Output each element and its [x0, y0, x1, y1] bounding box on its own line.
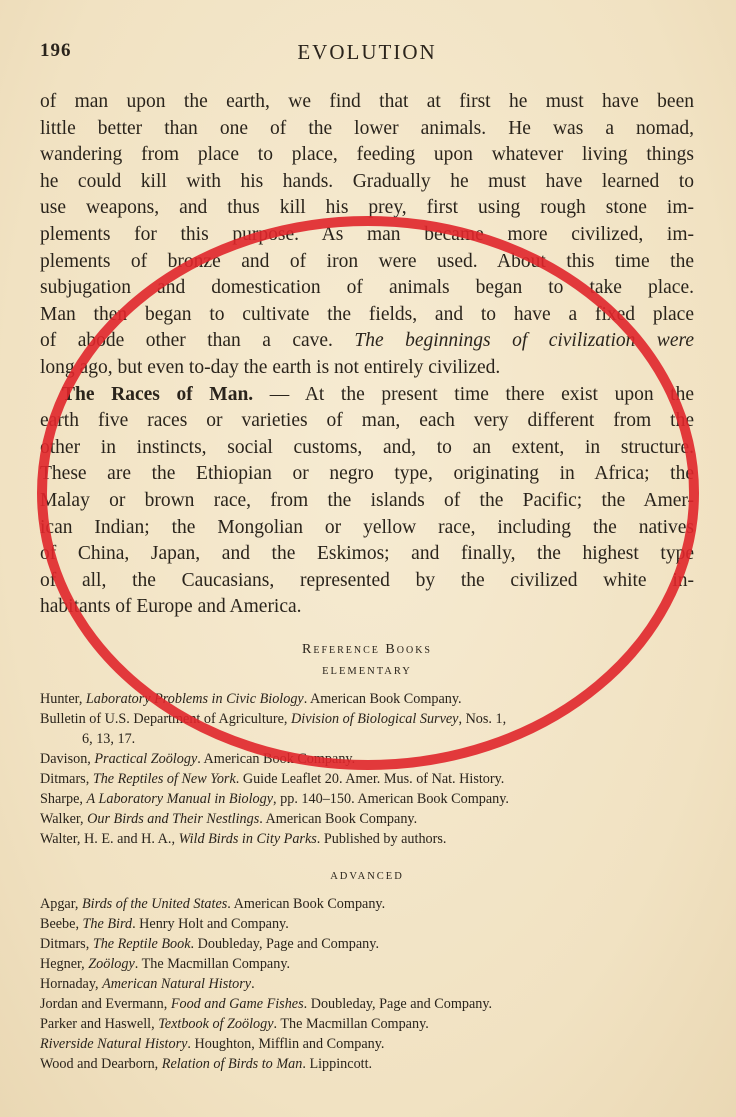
- text-line: wandering from place to place, feeding upon whatever living things: [40, 144, 694, 166]
- text-line: plements of bronze and of iron were used. About this time the: [40, 250, 694, 272]
- ref-publisher: , Nos. 1,: [458, 711, 507, 727]
- ref-author: Ditmars,: [40, 771, 93, 787]
- text-line: Man then began to cultivate the fields, and to have a fixed place: [40, 303, 694, 325]
- text-line: of China, Japan, and the Eskimos; and finally, the highest type: [40, 543, 694, 565]
- reference-books: [40, 642, 694, 1074]
- ref-publisher: , pp. 140–150. American Book Company.: [273, 791, 509, 807]
- ref-title: Laboratory Problems in Civic Biology: [85, 691, 304, 707]
- text-line: These are the Ethiopian or negro type, originating in Africa; the: [40, 463, 694, 485]
- reference-entry: [40, 709, 694, 729]
- advanced-label: ADVANCED: [330, 871, 404, 882]
- ref-title: The Reptiles of New York: [92, 771, 236, 787]
- reference-entry: [40, 1054, 694, 1074]
- ref-author: Walter, H. E. and H. A.,: [40, 831, 179, 847]
- ref-publisher: . Published by authors.: [316, 831, 447, 847]
- text-line: habitants of Europe and America.: [40, 596, 302, 618]
- text-line: use weapons, and thus kill his prey, first using rough stone im-: [40, 197, 694, 219]
- ref-publisher: . Houghton, Mifflin and Company.: [187, 1036, 385, 1052]
- ref-author: Davison,: [40, 751, 95, 767]
- ref-title: Riverside Natural History: [40, 1036, 188, 1052]
- text-line: plements for this purpose. As man became more civilized, im-: [40, 223, 694, 245]
- reference-entry: [40, 1034, 694, 1054]
- ref-publisher: . Guide Leaflet 20. Amer. Mus. of Nat. History.: [235, 771, 505, 787]
- ref-author: Walker,: [40, 811, 88, 827]
- text-line: little better than one of the lower animals. He was a nomad,: [40, 117, 694, 139]
- ref-title: The Reptile Book: [92, 936, 191, 952]
- ref-author: Jordan and Evermann,: [40, 996, 171, 1012]
- reference-continuation: 6, 13, 17.: [82, 731, 136, 747]
- ref-publisher: . American Book Company.: [259, 811, 418, 827]
- ref-publisher: . Henry Holt and Company.: [132, 916, 289, 932]
- ref-author: Beebe,: [40, 916, 83, 932]
- text-line: earth five races or varieties of man, each very different from the: [40, 410, 694, 432]
- ref-author: Ditmars,: [40, 936, 93, 952]
- ref-title: Wild Birds in City Parks: [178, 831, 317, 847]
- ref-publisher: . The Macmillan Company.: [273, 1016, 429, 1032]
- text-line: of man upon the earth, we find that at first he must have been: [40, 91, 694, 112]
- text-line: subjugation and domestication of animals began to take place.: [40, 277, 694, 299]
- reference-entry: [40, 829, 694, 849]
- reference-entry: [40, 934, 694, 954]
- reference-entry: [40, 954, 694, 974]
- reference-entry: [40, 749, 694, 769]
- page-header: [40, 40, 694, 70]
- page-number: 196: [40, 40, 72, 61]
- ref-title: Our Birds and Their Nestlings: [87, 811, 260, 827]
- body-text: [40, 89, 694, 621]
- ref-title: The Bird: [82, 916, 133, 932]
- elementary-label: ELEMENTARY: [322, 666, 412, 677]
- races-heading: The Races of Man.: [62, 383, 254, 405]
- text-line: [40, 328, 694, 355]
- ref-publisher: . American Book Company.: [227, 896, 386, 912]
- reference-entry: [40, 914, 694, 934]
- ref-title: American Natural History: [102, 976, 252, 992]
- ref-author: Parker and Haswell,: [40, 1016, 159, 1032]
- ref-publisher: . The Macmillan Company.: [134, 956, 291, 972]
- ref-title: Relation of Birds to Man: [161, 1056, 303, 1072]
- ref-title: Food and Game Fishes: [170, 996, 304, 1012]
- text-line: ican Indian; the Mongolian or yellow race, including the natives: [40, 516, 694, 538]
- ref-publisher: . Doubleday, Page and Company.: [303, 996, 493, 1012]
- ref-publisher: . Lippincott.: [302, 1056, 373, 1072]
- reference-entry: [40, 789, 694, 809]
- reference-entry: [40, 994, 694, 1014]
- ref-publisher: .: [251, 976, 255, 992]
- reference-entry: [40, 974, 694, 994]
- ref-author: Hunter,: [40, 691, 86, 707]
- text-line: Malay or brown race, from the islands of the Pacific; the Amer-: [40, 489, 694, 511]
- italic-phrase: The beginnings of civilization were: [354, 330, 694, 352]
- reference-entry: [40, 894, 694, 914]
- ref-author: Hegner,: [40, 956, 89, 972]
- running-title: EVOLUTION: [297, 40, 437, 64]
- ref-title: Birds of the United States: [81, 896, 228, 912]
- text-line: other in instincts, social customs, and, to an extent, in structure.: [40, 436, 694, 458]
- ref-publisher: . American Book Company.: [303, 691, 462, 707]
- reference-entry: [40, 769, 694, 789]
- text-line: he could kill with his hands. Gradually he must have learned to: [40, 170, 694, 192]
- ref-publisher: . American Book Company.: [197, 751, 356, 767]
- ref-author: Wood and Dearborn,: [40, 1056, 162, 1072]
- ref-author: Apgar,: [40, 896, 82, 912]
- ref-title: A Laboratory Manual in Biology: [86, 791, 274, 807]
- ref-title: Textbook of Zoölogy: [158, 1016, 274, 1032]
- ref-title: Practical Zoölogy: [94, 751, 198, 767]
- ref-title: Division of Biological Survey: [291, 711, 459, 727]
- ref-title: Zoölogy: [88, 956, 135, 972]
- text-line-start: of abode other than a cave.: [40, 330, 355, 352]
- ref-author: Bulletin of U.S. Department of Agriculture,: [40, 711, 291, 727]
- text-line: long ago, but even to-day the earth is not entirely civilized.: [40, 356, 501, 378]
- ref-publisher: . Doubleday, Page and Company.: [190, 936, 379, 952]
- text-line: of all, the Caucasians, represented by the civilized white in-: [40, 569, 694, 591]
- reference-entry: [40, 809, 694, 829]
- races-first-line: — At the present time there exist upon the: [253, 383, 694, 405]
- races-paragraph-start: [40, 382, 694, 409]
- ref-author: Hornaday,: [40, 976, 103, 992]
- reference-entry: [40, 1014, 694, 1034]
- reference-books-title: Reference Books: [302, 642, 432, 657]
- reference-entry: [40, 689, 694, 709]
- ref-author: Sharpe,: [40, 791, 87, 807]
